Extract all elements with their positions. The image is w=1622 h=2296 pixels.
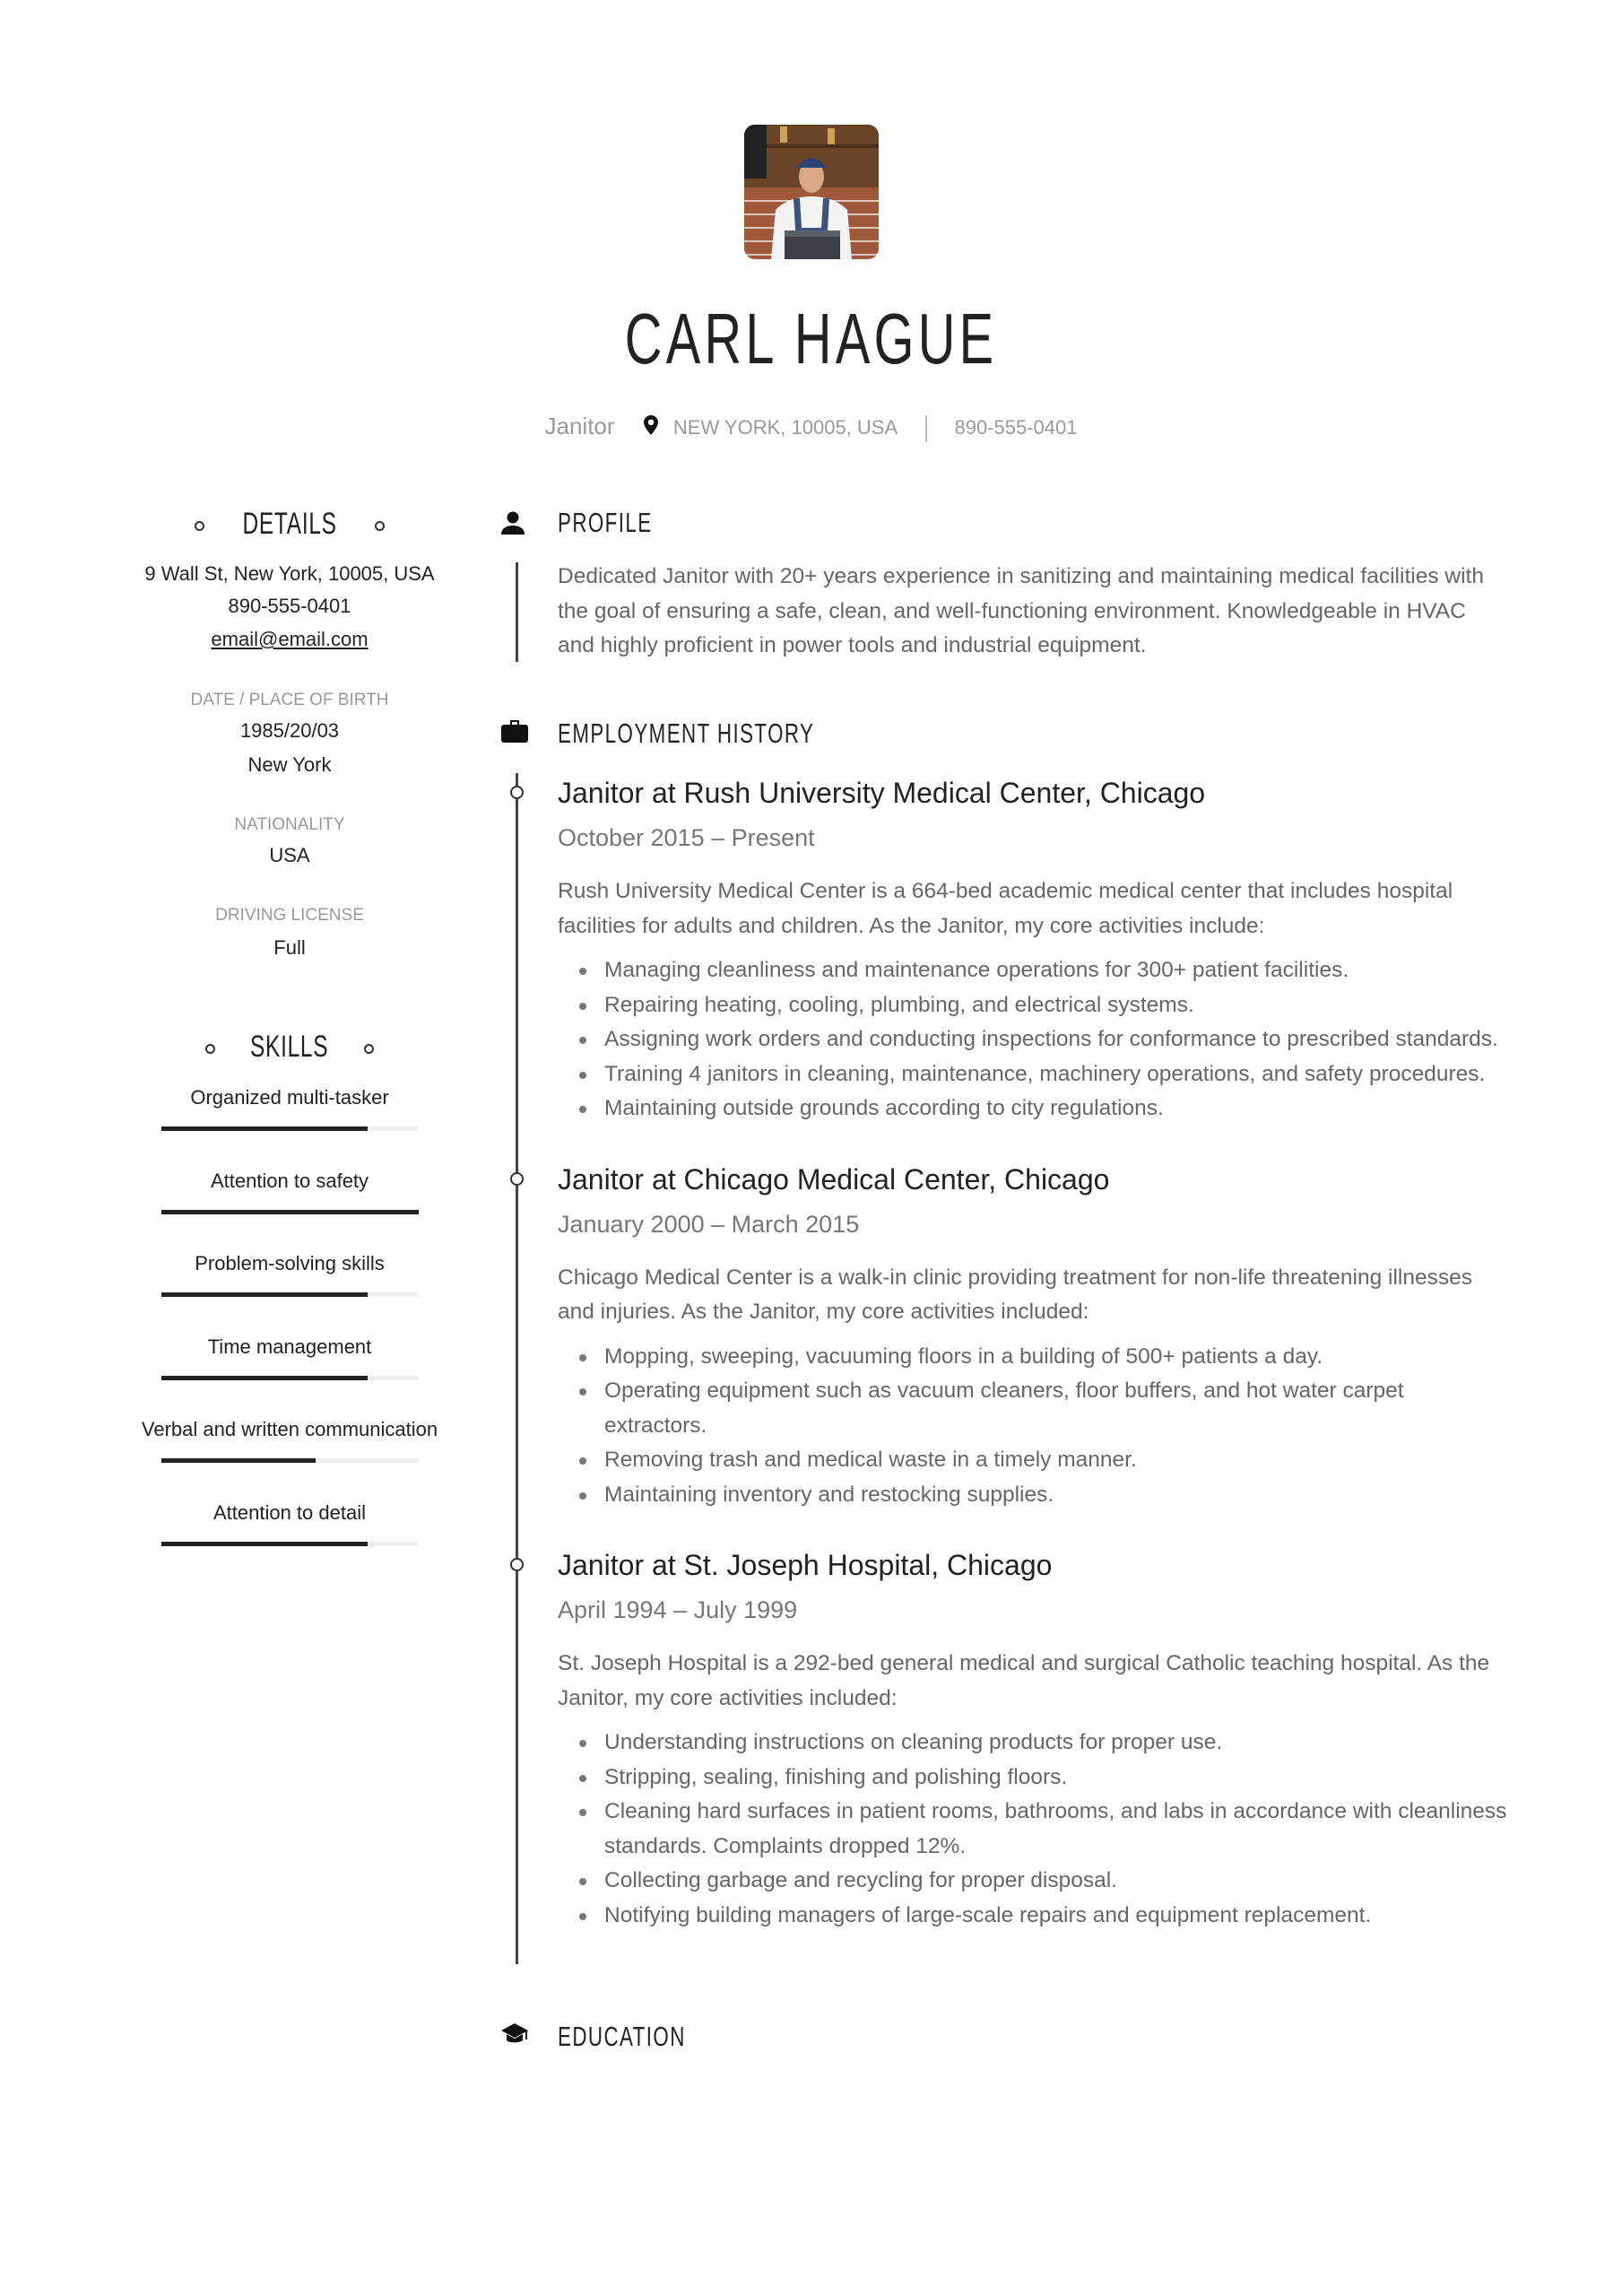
skill-level-bar (161, 1210, 419, 1214)
skill-level-bar (161, 1542, 419, 1546)
skill-label: Verbal and written communication (141, 1418, 438, 1440)
skill-label: Organized multi-tasker (190, 1086, 389, 1109)
job-title: Janitor at St. Joseph Hospital, Chicago (558, 1549, 1053, 1581)
candidate-name: CARL HAGUE (624, 299, 998, 378)
divider (925, 415, 927, 442)
job-bullet: Cleaning hard surfaces in patient rooms, bathrooms, and labs in accordance with cleanliness standards. Complaints dropped 12%. (558, 1795, 1508, 1864)
email-link[interactable]: email@email.com (211, 628, 369, 650)
job-entry (558, 770, 1508, 1126)
job-title: Janitor (544, 413, 615, 439)
skills-heading: SKILLS (117, 1029, 463, 1065)
profile-text: Dedicated Janitor with 20+ years experience in sanitizing and maintaining medical facilities with the goal of ensuring a safe, clean, and well-functioning environment. Knowledgeable in HVAC and highly proficient in power tools and industrial equipment. (558, 564, 1484, 657)
license-value: Full (273, 936, 306, 959)
profile-photo (744, 125, 879, 259)
timeline-line (516, 773, 518, 1964)
birth-place: New York (247, 753, 332, 776)
job-description: Chicago Medical Center is a walk-in clinic providing treatment for non-life threatening illnesses and injuries. As the Janitor, my core activities included: (558, 1265, 1472, 1324)
graduation-cap-icon (500, 2021, 529, 2049)
job-bullets (558, 953, 1508, 1126)
job-bullet: Understanding instructions on cleaning products for proper use. (558, 1726, 1508, 1761)
person-icon (500, 509, 529, 537)
timeline-dot-icon (510, 1558, 524, 1571)
circle-icon (375, 521, 385, 531)
education-heading: EDUCATION (558, 2019, 735, 2055)
job-bullets (558, 1726, 1508, 1933)
skill-level-fill (161, 1542, 368, 1546)
job-title: Janitor at Rush University Medical Center, Chicago (558, 777, 1206, 809)
employment-heading: EMPLOYMENT HISTORY (558, 716, 915, 752)
job-bullet: Maintaining outside grounds according to city regulations. (558, 1091, 1508, 1126)
job-bullet: Mopping, sweeping, vacuuming floors in a building of 500+ patients a day. (558, 1340, 1508, 1375)
job-bullet: Maintaining inventory and restocking supplies. (558, 1478, 1508, 1513)
location-pin-icon (644, 413, 658, 444)
job-bullet: Notifying building managers of large-scale repairs and equipment replacement. (558, 1899, 1508, 1934)
job-bullet: Assigning work orders and conducting inspections for conformance to prescribed standards. (558, 1022, 1508, 1057)
header-subline (0, 411, 1622, 444)
timeline-dot-icon (510, 1172, 524, 1186)
job-description: Rush University Medical Center is a 664-bed academic medical center that includes hospital facilities for adults and children. As the Janitor, my core activities include: (558, 879, 1453, 938)
job-dates: April 1994 – July 1999 (558, 1596, 798, 1623)
job-bullets (558, 1340, 1508, 1513)
skill-label: Attention to safety (210, 1169, 369, 1192)
skill-level-bar (161, 1376, 419, 1380)
circle-icon (205, 1044, 215, 1054)
birth-label: DATE / PLACE OF BIRTH (190, 691, 389, 709)
skill-level-fill (161, 1126, 368, 1131)
skill-label: Attention to detail (213, 1500, 366, 1524)
license-label: DRIVING LICENSE (215, 906, 364, 925)
profile-line (516, 562, 518, 662)
skill-level-bar (161, 1458, 419, 1463)
details-heading: DETAILS (117, 506, 463, 542)
circle-icon (364, 1044, 374, 1054)
profile-heading: PROFILE (558, 505, 690, 541)
job-bullet: Repairing heating, cooling, plumbing, and electrical systems. (558, 988, 1508, 1023)
skill-label: Time management (207, 1335, 372, 1358)
job-bullet: Managing cleanliness and maintenance operations for 300+ patient facilities. (558, 953, 1508, 988)
skill-label: Problem-solving skills (195, 1252, 385, 1274)
skill-level-bar (161, 1292, 419, 1297)
timeline-dot-icon (510, 786, 524, 799)
nationality-label: NATIONALITY (234, 815, 345, 834)
header-location: NEW YORK, 10005, USA (672, 416, 898, 439)
job-entry (558, 1543, 1508, 1933)
skill-level-fill (161, 1210, 419, 1214)
job-title: Janitor at Chicago Medical Center, Chicago (558, 1162, 1110, 1196)
nationality-value: USA (269, 844, 310, 866)
details-address: 9 Wall St, New York, 10005, USA (144, 562, 435, 585)
job-bullet: Training 4 janitors in cleaning, maintenance, machinery operations, and safety procedures. (558, 1057, 1508, 1092)
job-bullet: Collecting garbage and recycling for proper disposal. (558, 1864, 1508, 1899)
job-dates: January 2000 – March 2015 (558, 1210, 860, 1238)
job-description: St. Joseph Hospital is a 292-bed general medical and surgical Catholic teaching hospital. As the Janitor, my core activities included: (558, 1651, 1490, 1710)
briefcase-icon (500, 718, 529, 746)
skill-level-bar (161, 1126, 419, 1131)
job-bullet: Stripping, sealing, finishing and polishing floors. (558, 1761, 1508, 1796)
job-dates: October 2015 – Present (558, 824, 815, 851)
skill-level-fill (161, 1292, 368, 1297)
header-phone: 890-555-0401 (954, 416, 1078, 439)
birth-date: 1985/20/03 (239, 719, 340, 742)
skill-level-fill (161, 1458, 316, 1463)
details-phone: 890-555-0401 (228, 595, 351, 617)
job-bullet: Removing trash and medical waste in a timely manner. (558, 1443, 1508, 1478)
employment-list (558, 770, 1508, 1963)
circle-icon (195, 521, 204, 531)
skill-level-fill (161, 1376, 368, 1380)
job-bullet: Operating equipment such as vacuum cleaners, floor buffers, and hot water carpet extractors. (558, 1374, 1508, 1443)
job-entry (558, 1157, 1508, 1513)
